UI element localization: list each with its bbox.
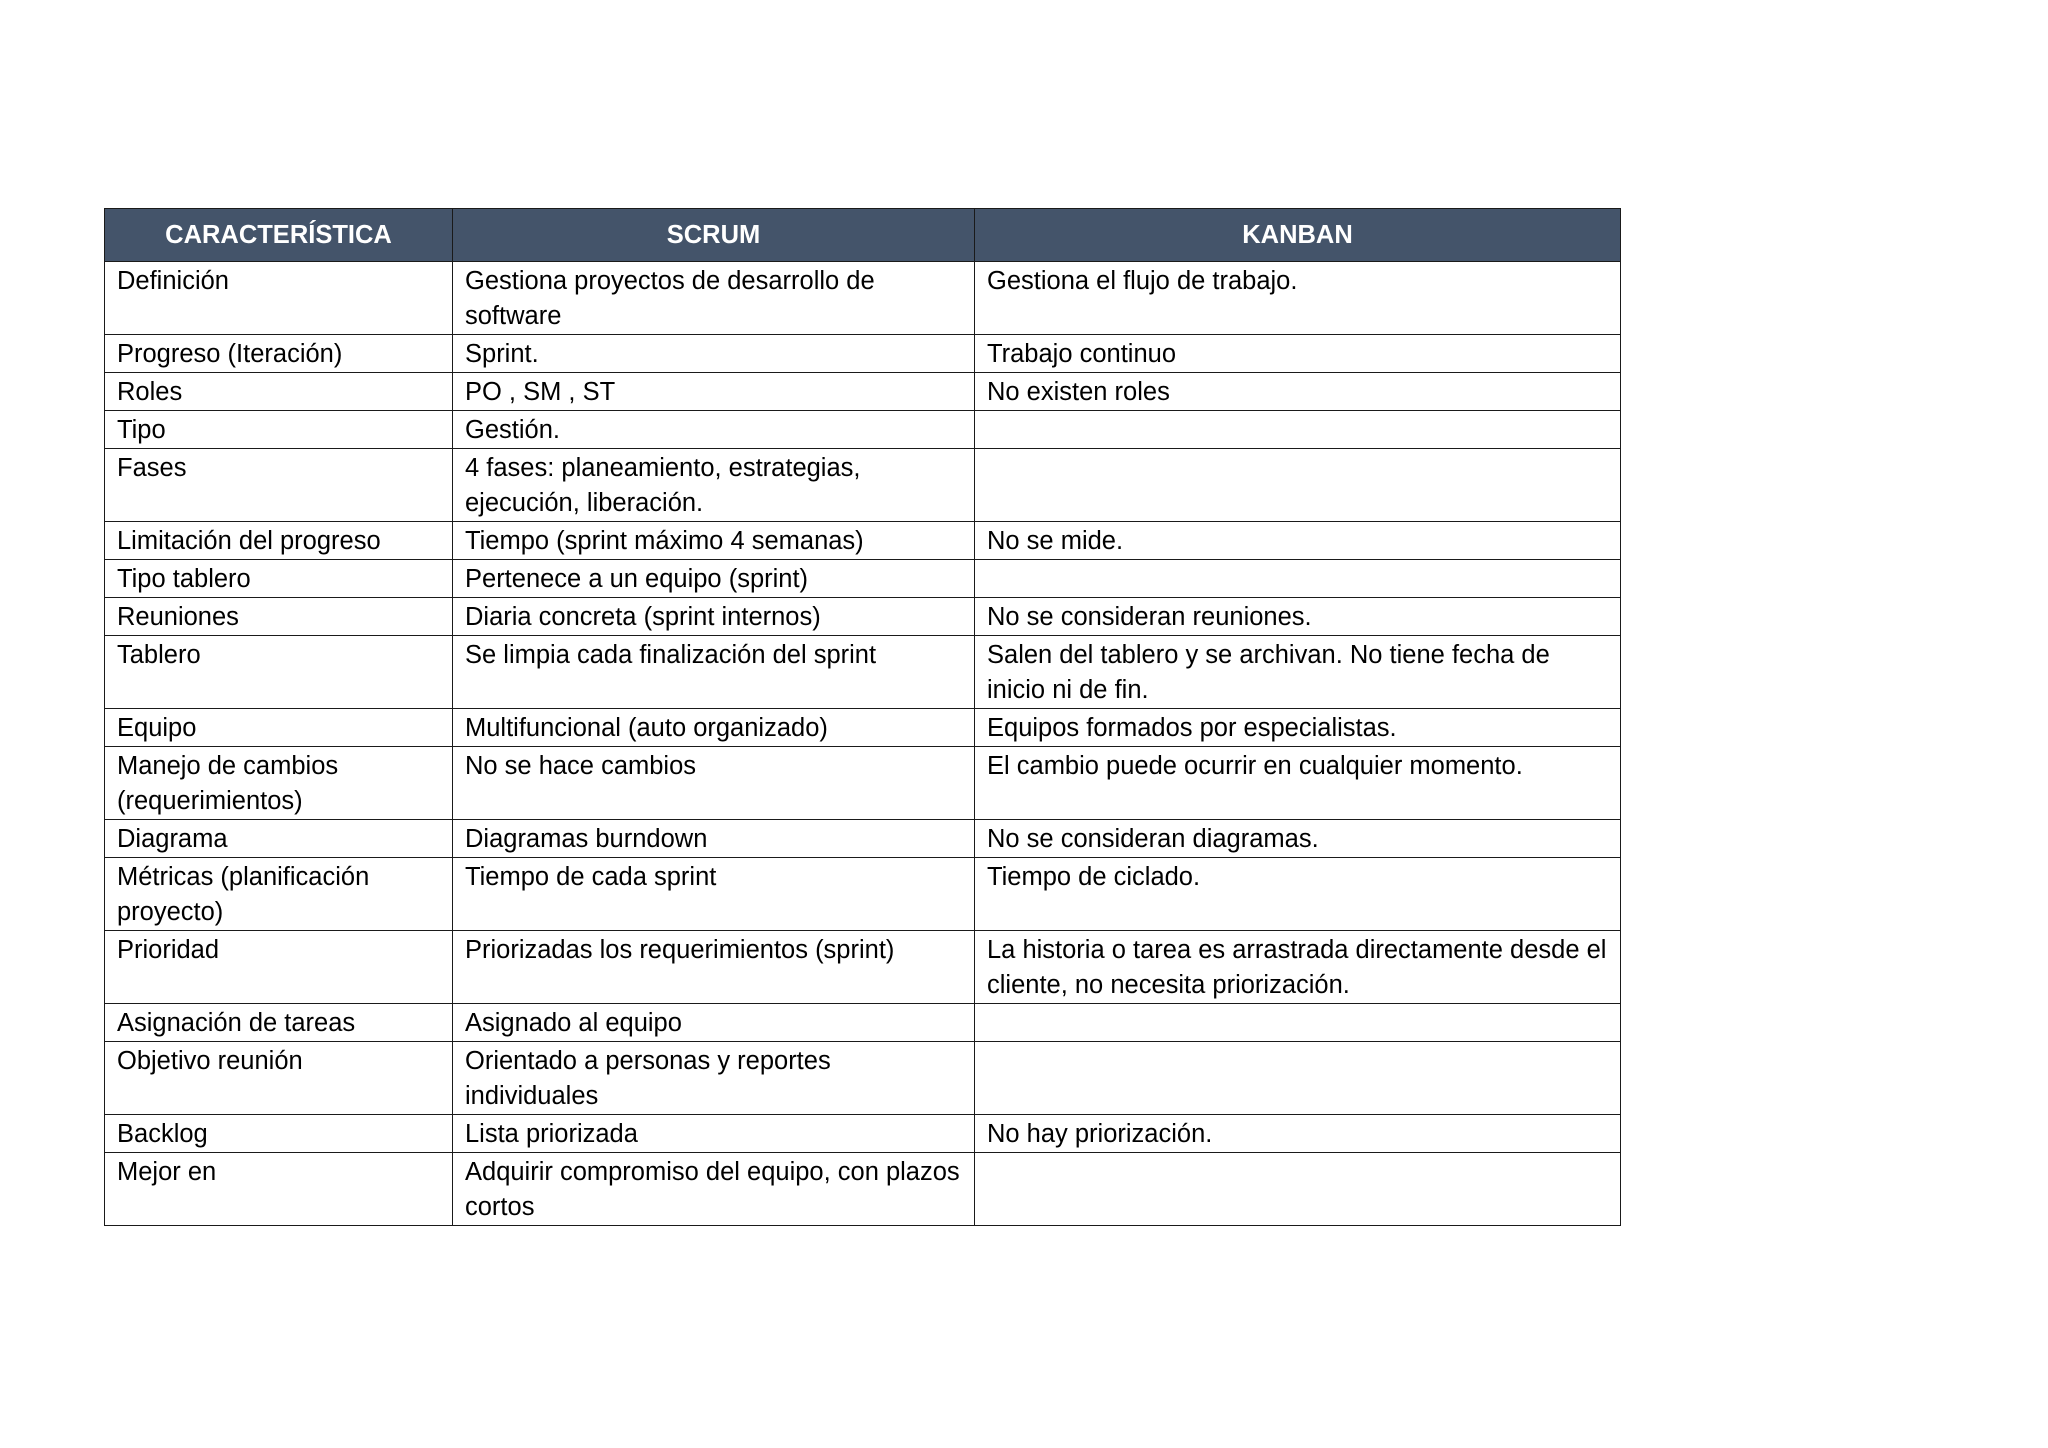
cell-scrum: Pertenece a un equipo (sprint) xyxy=(453,560,975,598)
table-row xyxy=(105,262,1621,335)
table-row xyxy=(105,1004,1621,1042)
cell-caracteristica: Reuniones xyxy=(105,598,453,636)
cell-caracteristica: Progreso (Iteración) xyxy=(105,335,453,373)
cell-kanban: No existen roles xyxy=(975,373,1621,411)
cell-kanban xyxy=(975,1004,1621,1042)
cell-kanban xyxy=(975,560,1621,598)
cell-caracteristica: Tablero xyxy=(105,636,453,709)
cell-kanban: Gestiona el flujo de trabajo. xyxy=(975,262,1621,335)
cell-kanban: No se mide. xyxy=(975,522,1621,560)
cell-scrum: Lista priorizada xyxy=(453,1115,975,1153)
cell-scrum: Multifuncional (auto organizado) xyxy=(453,709,975,747)
cell-scrum: No se hace cambios xyxy=(453,747,975,820)
cell-scrum: Se limpia cada finalización del sprint xyxy=(453,636,975,709)
table-row xyxy=(105,858,1621,931)
cell-scrum: Orientado a personas y reportes individuales xyxy=(453,1042,975,1115)
table-row xyxy=(105,1115,1621,1153)
header-kanban: KANBAN xyxy=(975,209,1621,262)
cell-kanban: No se consideran reuniones. xyxy=(975,598,1621,636)
cell-kanban xyxy=(975,411,1621,449)
cell-caracteristica: Asignación de tareas xyxy=(105,1004,453,1042)
table-row xyxy=(105,411,1621,449)
cell-caracteristica: Backlog xyxy=(105,1115,453,1153)
table-row xyxy=(105,709,1621,747)
cell-scrum: Tiempo (sprint máximo 4 semanas) xyxy=(453,522,975,560)
cell-scrum: Adquirir compromiso del equipo, con plazos cortos xyxy=(453,1153,975,1226)
cell-scrum: Priorizadas los requerimientos (sprint) xyxy=(453,931,975,1004)
cell-scrum: 4 fases: planeamiento, estrategias, ejecución, liberación. xyxy=(453,449,975,522)
cell-caracteristica: Manejo de cambios (requerimientos) xyxy=(105,747,453,820)
table-row xyxy=(105,522,1621,560)
cell-caracteristica: Limitación del progreso xyxy=(105,522,453,560)
cell-scrum: Gestión. xyxy=(453,411,975,449)
cell-kanban: Trabajo continuo xyxy=(975,335,1621,373)
header-caracteristica: CARACTERÍSTICA xyxy=(105,209,453,262)
cell-caracteristica: Objetivo reunión xyxy=(105,1042,453,1115)
table-row xyxy=(105,820,1621,858)
table-header-row xyxy=(105,209,1621,262)
table-row xyxy=(105,636,1621,709)
cell-caracteristica: Equipo xyxy=(105,709,453,747)
cell-kanban: El cambio puede ocurrir en cualquier momento. xyxy=(975,747,1621,820)
cell-kanban xyxy=(975,1042,1621,1115)
table-row xyxy=(105,335,1621,373)
header-scrum: SCRUM xyxy=(453,209,975,262)
cell-scrum: PO , SM , ST xyxy=(453,373,975,411)
table-row xyxy=(105,931,1621,1004)
cell-caracteristica: Definición xyxy=(105,262,453,335)
cell-kanban: La historia o tarea es arrastrada directamente desde el cliente, no necesita priorización. xyxy=(975,931,1621,1004)
cell-kanban: Tiempo de ciclado. xyxy=(975,858,1621,931)
cell-kanban: No se consideran diagramas. xyxy=(975,820,1621,858)
cell-kanban: No hay priorización. xyxy=(975,1115,1621,1153)
cell-caracteristica: Diagrama xyxy=(105,820,453,858)
cell-caracteristica: Tipo xyxy=(105,411,453,449)
cell-scrum: Tiempo de cada sprint xyxy=(453,858,975,931)
cell-kanban xyxy=(975,1153,1621,1226)
table-row xyxy=(105,373,1621,411)
comparison-table xyxy=(104,208,1621,1226)
cell-scrum: Asignado al equipo xyxy=(453,1004,975,1042)
table-row xyxy=(105,598,1621,636)
cell-caracteristica: Mejor en xyxy=(105,1153,453,1226)
cell-scrum: Gestiona proyectos de desarrollo de software xyxy=(453,262,975,335)
table-row xyxy=(105,560,1621,598)
table-row xyxy=(105,1153,1621,1226)
table-row xyxy=(105,747,1621,820)
cell-caracteristica: Prioridad xyxy=(105,931,453,1004)
table-row xyxy=(105,1042,1621,1115)
cell-caracteristica: Métricas (planificación proyecto) xyxy=(105,858,453,931)
cell-scrum: Diaria concreta (sprint internos) xyxy=(453,598,975,636)
cell-kanban: Equipos formados por especialistas. xyxy=(975,709,1621,747)
cell-kanban xyxy=(975,449,1621,522)
cell-scrum: Diagramas burndown xyxy=(453,820,975,858)
cell-kanban: Salen del tablero y se archivan. No tiene fecha de inicio ni de fin. xyxy=(975,636,1621,709)
cell-scrum: Sprint. xyxy=(453,335,975,373)
cell-caracteristica: Fases xyxy=(105,449,453,522)
cell-caracteristica: Tipo tablero xyxy=(105,560,453,598)
cell-caracteristica: Roles xyxy=(105,373,453,411)
table-row xyxy=(105,449,1621,522)
